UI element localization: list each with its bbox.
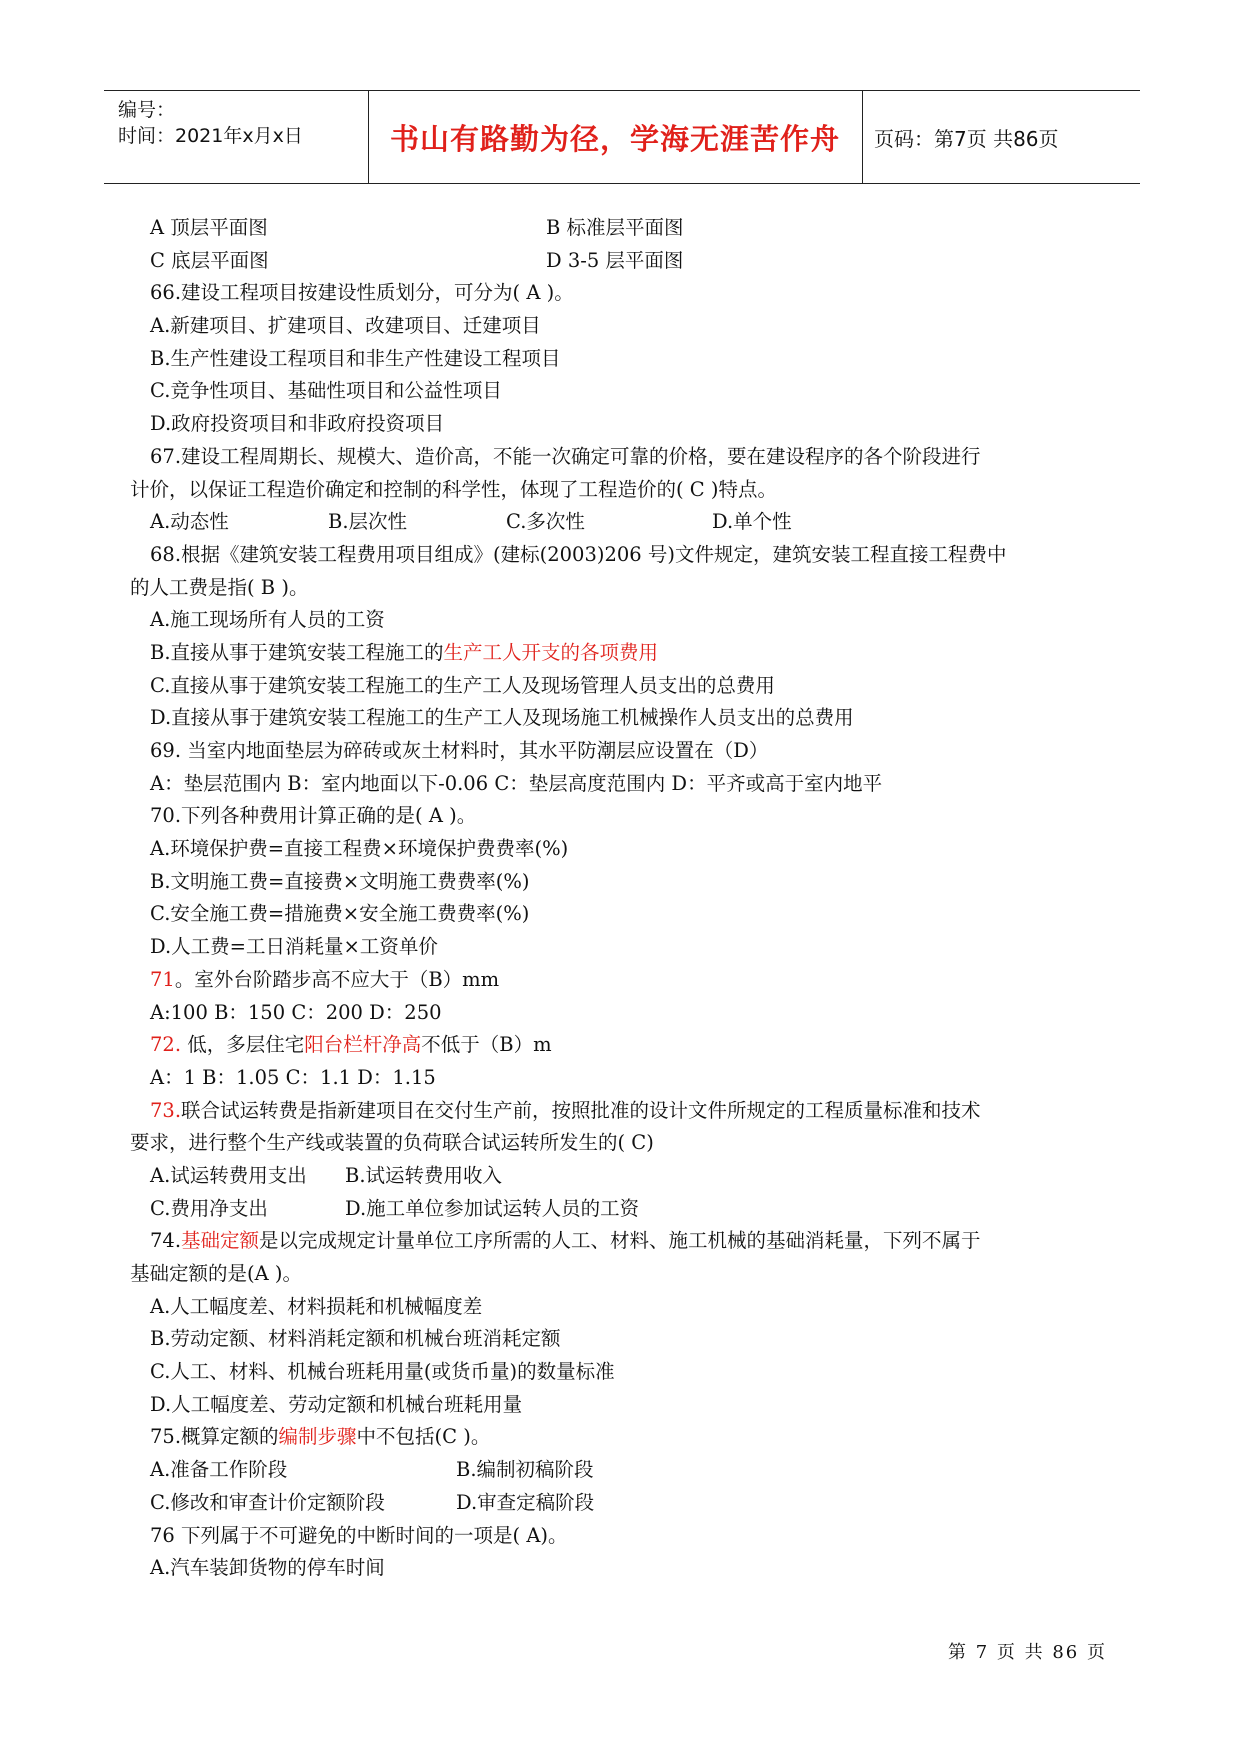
header-motto: 书山有路勤为径，学海无涯苦作舟 <box>389 122 840 156</box>
question-76: 76 下列属于不可避免的中断时间的一项是( A)。 <box>150 1523 568 1547</box>
question-content <box>130 212 1096 1585</box>
option-line: B.生产性建设工程项目和非生产性建设工程项目 <box>150 346 561 370</box>
option-a: A.试运转费用支出 <box>150 1163 307 1187</box>
page-header <box>104 90 1140 184</box>
option-a: A 顶层平面图 <box>150 216 268 239</box>
question-text: 低，多层住宅 <box>181 1033 305 1057</box>
question-70: 70.下列各种费用计算正确的是( A )。 <box>150 804 477 828</box>
option-a: A.动态性 <box>150 510 229 534</box>
highlighted-text: 阳台栏杆净高 <box>304 1033 422 1057</box>
option-c: C 底层平面图 <box>150 248 269 272</box>
highlighted-text: 基础定额 <box>181 1229 260 1253</box>
option-b: B.层次性 <box>328 510 408 534</box>
question-text: 联合试运转费是指新建项目在交付生产前，按照批准的设计文件所规定的工程质量标准和技术 <box>181 1098 981 1122</box>
question-text: 是以完成规定计量单位工序所需的人工、材料、施工机械的基础消耗量，下列不属于 <box>259 1229 981 1253</box>
question-67: 67.建设工程周期长、规模大、造价高，不能一次确定可靠的价格，要在建设程序的各个阶段进行 <box>150 444 981 468</box>
option-line <box>150 637 1096 670</box>
question-72 <box>150 1029 1096 1062</box>
question-75 <box>150 1421 1096 1454</box>
header-left-cell <box>104 91 369 183</box>
option-c: C.多次性 <box>506 510 585 534</box>
option-d: D.施工单位参加试运转人员的工资 <box>345 1196 640 1220</box>
document-number-label: 编号： <box>118 99 176 121</box>
page-footer: 第 7 页 共 86 页 <box>948 1642 1107 1663</box>
option-line: D.政府投资项目和非政府投资项目 <box>150 412 445 436</box>
question-text: 75.概算定额的 <box>150 1425 279 1449</box>
question-66: 66.建设工程项目按建设性质划分，可分为( A )。 <box>150 281 574 305</box>
header-right-cell <box>862 91 1140 183</box>
header-page-info: 页码：第7页 共86页 <box>874 127 1059 151</box>
option-a: A.准备工作阶段 <box>150 1458 288 1482</box>
option-line: D.人工费=工日消耗量×工资单价 <box>150 935 438 959</box>
option-row <box>150 1193 1096 1226</box>
option-c: C.修改和审查计价定额阶段 <box>150 1490 385 1514</box>
option-line: C.安全施工费=措施费×安全施工费费率(%) <box>150 902 530 926</box>
question-74 <box>150 1225 1096 1258</box>
question-number: 72. <box>150 1033 182 1057</box>
option-line: A.新建项目、扩建项目、改建项目、迁建项目 <box>150 314 541 338</box>
question-number: 71 <box>150 967 175 991</box>
question-73-continued: 要求，进行整个生产线或装置的负荷联合试运转所发生的( C) <box>130 1131 654 1155</box>
highlighted-text: 编制步骤 <box>278 1425 357 1449</box>
question-68-continued: 的人工费是指( B )。 <box>130 575 309 599</box>
option-row <box>150 245 1096 278</box>
question-text: 不低于（B）m <box>421 1033 552 1057</box>
option-line: C.直接从事于建筑安装工程施工的生产工人及现场管理人员支出的总费用 <box>150 673 775 697</box>
option-d: D.单个性 <box>712 510 792 534</box>
option-line: C.竞争性项目、基础性项目和公益性项目 <box>150 379 502 403</box>
header-middle-cell <box>368 91 863 183</box>
option-line: D.直接从事于建筑安装工程施工的生产工人及现场施工机械操作人员支出的总费用 <box>150 706 854 730</box>
question-text: 中不包括(C )。 <box>356 1425 491 1449</box>
option-line: C.人工、材料、机械台班耗用量(或货币量)的数量标准 <box>150 1360 615 1384</box>
option-d: D 3-5 层平面图 <box>546 248 684 272</box>
option-line: A：1 B：1.05 C：1.1 D：1.15 <box>150 1065 436 1089</box>
option-row <box>150 1454 1096 1487</box>
option-d: D.审查定稿阶段 <box>456 1490 595 1514</box>
option-c: C.费用净支出 <box>150 1196 268 1220</box>
question-67-continued: 计价，以保证工程造价确定和控制的科学性，体现了工程造价的( C )特点。 <box>130 477 778 501</box>
option-line: A.环境保护费=直接工程费×环境保护费费率(%) <box>150 837 569 861</box>
option-row <box>150 506 1096 539</box>
question-74-continued: 基础定额的是(A )。 <box>130 1262 302 1285</box>
question-69: 69. 当室内地面垫层为碎砖或灰土材料时，其水平防潮层应设置在（D） <box>150 739 769 762</box>
option-line: B.文明施工费=直接费×文明施工费费率(%) <box>150 869 530 893</box>
option-row <box>150 212 1096 245</box>
question-68: 68.根据《建筑安装工程费用项目组成》(建标(2003)206 号)文件规定，建筑安装工程直接工程费中 <box>150 542 1007 566</box>
highlighted-text: 生产工人开支的各项费用 <box>443 640 659 664</box>
question-73 <box>150 1095 1096 1128</box>
option-line: A.汽车装卸货物的停车时间 <box>150 1556 385 1580</box>
option-line: A.施工现场所有人员的工资 <box>150 608 385 632</box>
option-b: B 标准层平面图 <box>546 216 684 239</box>
document-time-label: 时间：2021年x月x日 <box>118 125 303 147</box>
question-number: 74. <box>150 1229 182 1253</box>
option-line: D.人工幅度差、劳动定额和机械台班耗用量 <box>150 1392 523 1416</box>
option-row <box>150 1160 1096 1193</box>
option-line: A.人工幅度差、材料损耗和机械幅度差 <box>150 1294 483 1318</box>
question-text: 。室外台阶踏步高不应大于（B）mm <box>174 967 500 991</box>
option-b: B.编制初稿阶段 <box>456 1458 594 1482</box>
option-text: B.直接从事于建筑安装工程施工的 <box>150 640 444 664</box>
question-number: 73. <box>150 1098 182 1122</box>
option-b: B.试运转费用收入 <box>345 1163 503 1187</box>
question-71 <box>150 964 1096 997</box>
option-line: B.劳动定额、材料消耗定额和机械台班消耗定额 <box>150 1327 561 1351</box>
option-line: A：垫层范围内 B：室内地面以下-0.06 C：垫层高度范围内 D：平齐或高于室内地平 <box>150 771 883 795</box>
option-line: A:100 B：150 C：200 D：250 <box>150 1000 442 1024</box>
option-row <box>150 1487 1096 1520</box>
